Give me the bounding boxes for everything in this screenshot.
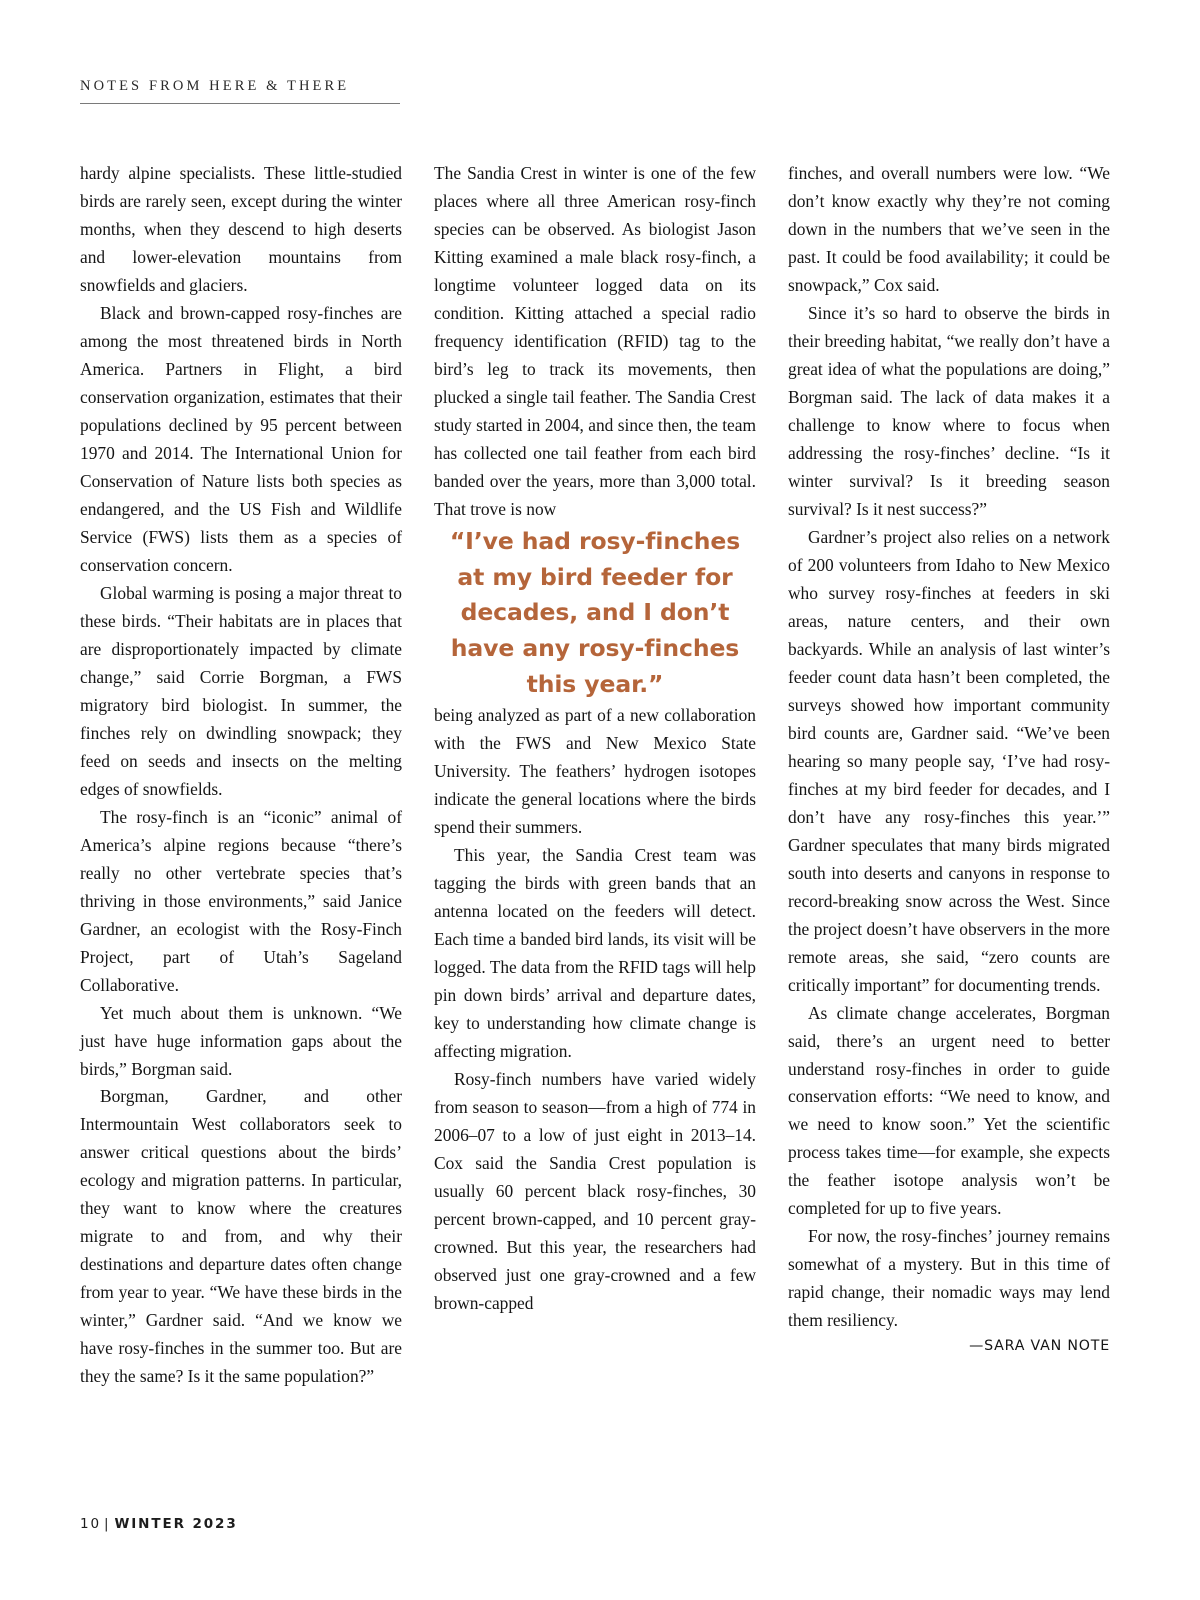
article-byline: —SARA VAN NOTE (969, 1338, 1110, 1355)
paragraph: Rosy-finch numbers have varied widely from season to season—from a high of 774 in 2006–07 to a low of just eight in 2013–14. Cox said the Sandia Crest population is usually 60 percent black rosy-finches, 30 percent brown-capped, and 10 percent gray-crowned. But this year, the researchers had observed just one gray-crowned and a few brown-capped (434, 1069, 756, 1314)
folio-page-number: 10 (80, 1516, 101, 1532)
column-1 (80, 160, 402, 1391)
paragraph: For now, the rosy-finches’ journey remains somewhat of a mystery. But in this time of rapid change, their nomadic ways may lend them resiliency. (788, 1226, 1110, 1331)
column-3 (788, 160, 1110, 1391)
paragraph: Global warming is posing a major threat to these birds. “Their habitats are in places that are disproportionately impacted by climate change,” said Corrie Borgman, a FWS migratory bird biologist. In summer, the finches rely on dwindling snowpack; they feed on seeds and insects on the melting edges of snowfields. (80, 582, 402, 799)
folio-separator: | (103, 1516, 111, 1532)
paragraph: As climate change accelerates, Borgman said, there’s an urgent need to better understand rosy-finches in order to guide conservation efforts: “We need to know, and we need to know soon.” Yet the scientific process takes time—for example, she expects the feather isotope analysis won’t be completed for up to five years. (788, 1002, 1110, 1219)
paragraph: The rosy-finch is an “iconic” animal of America’s alpine regions because “there’s really no other vertebrate species that’s thriving in those environments,” said Janice Gardner, an ecologist with the Rosy-Finch Project, part of Utah’s Sageland Collaborative. (80, 806, 402, 995)
paragraph: finches, and overall numbers were low. “We don’t know exactly why they’re not coming down in the numbers that we’ve seen in the past. It could be food availability; it could be snowpack,” Cox said. (788, 163, 1110, 295)
paragraph: This year, the Sandia Crest team was tagging the birds with green bands that an antenna located on the feeders will detect. Each time a banded bird lands, its visit will be logged. The data from the RFID tags will help pin down birds’ arrival and departure dates, key to understanding how climate change is affecting migration. (434, 845, 756, 1062)
running-head (80, 78, 400, 104)
paragraph: hardy alpine specialists. These little-studied birds are rarely seen, except during the winter months, when they descend to high deserts and lower-elevation mountains from snowfields and glaciers. (80, 163, 402, 295)
paragraph: Since it’s so hard to observe the birds in their breeding habitat, “we really don’t have a great idea of what the populations are doing,” Borgman said. The lack of data makes it a challenge to know where to focus when addressing the rosy-finches’ decline. “Is it winter survival? Is it breeding season survival? Is it nest success?” (788, 302, 1110, 519)
folio-issue-label: WINTER 2023 (114, 1516, 238, 1532)
article-columns (80, 160, 1110, 1391)
pull-quote: “I’ve had rosy-finches at my bird feeder for decades, and I don’t have any rosy-finches this year.” (449, 526, 741, 698)
column-2 (434, 160, 756, 1391)
paragraph: Yet much about them is unknown. “We just have huge information gaps about the birds,” Borgman said. (80, 1002, 402, 1079)
paragraph: The Sandia Crest in winter is one of the few places where all three American rosy-finch species can be observed. As biologist Jason Kitting examined a male black rosy-finch, a longtime volunteer logged data on its condition. Kitting attached a special radio frequency identification (RFID) tag to the bird’s leg to track its movements, then plucked a single tail feather. The Sandia Crest study started in 2004, and since then, the team has collected one tail feather from each bird banded over the years, more than 3,000 total. That trove is now (434, 163, 756, 519)
paragraph: Black and brown-capped rosy-finches are among the most threatened birds in North America. Partners in Flight, a bird conservation organization, estimates that their populations declined by 95 percent between 1970 and 2014. The International Union for Conservation of Nature lists both species as endangered, and the US Fish and Wildlife Service (FWS) lists them as a species of conservation concern. (80, 302, 402, 575)
page-footer (80, 1516, 238, 1532)
paragraph: being analyzed as part of a new collaboration with the FWS and New Mexico State University. The feathers’ hydrogen isotopes indicate the general locations where the birds spend their summers. (434, 705, 756, 838)
paragraph: Borgman, Gardner, and other Intermountain West collaborators seek to answer critical questions about the birds’ ecology and migration patterns. In particular, they want to know where the creatures migrate to and from, and why their destinations and departure dates often change from year to year. “We have these birds in the winter,” Gardner said. “And we know we have rosy-finches in the summer too. But are they the same? Is it the same population?” (80, 1086, 402, 1387)
running-head-label: NOTES FROM HERE & THERE (80, 78, 350, 94)
paragraph: Gardner’s project also relies on a network of 200 volunteers from Idaho to New Mexico who survey rosy-finches at feeders in ski areas, nature centers, and their own backyards. While an analysis of last winter’s feeder count data hasn’t been completed, the surveys showed how important community bird counts are, Gardner said. “We’ve been hearing so many people say, ‘I’ve had rosy-finches at my bird feeder for decades, and I don’t have any rosy-finches this year.’” Gardner speculates that many birds migrated south into deserts and canyons in response to record-breaking snow across the West. Since the project doesn’t have observers in the more remote areas, she said, “zero counts are critically important” for documenting trends. (788, 526, 1110, 995)
